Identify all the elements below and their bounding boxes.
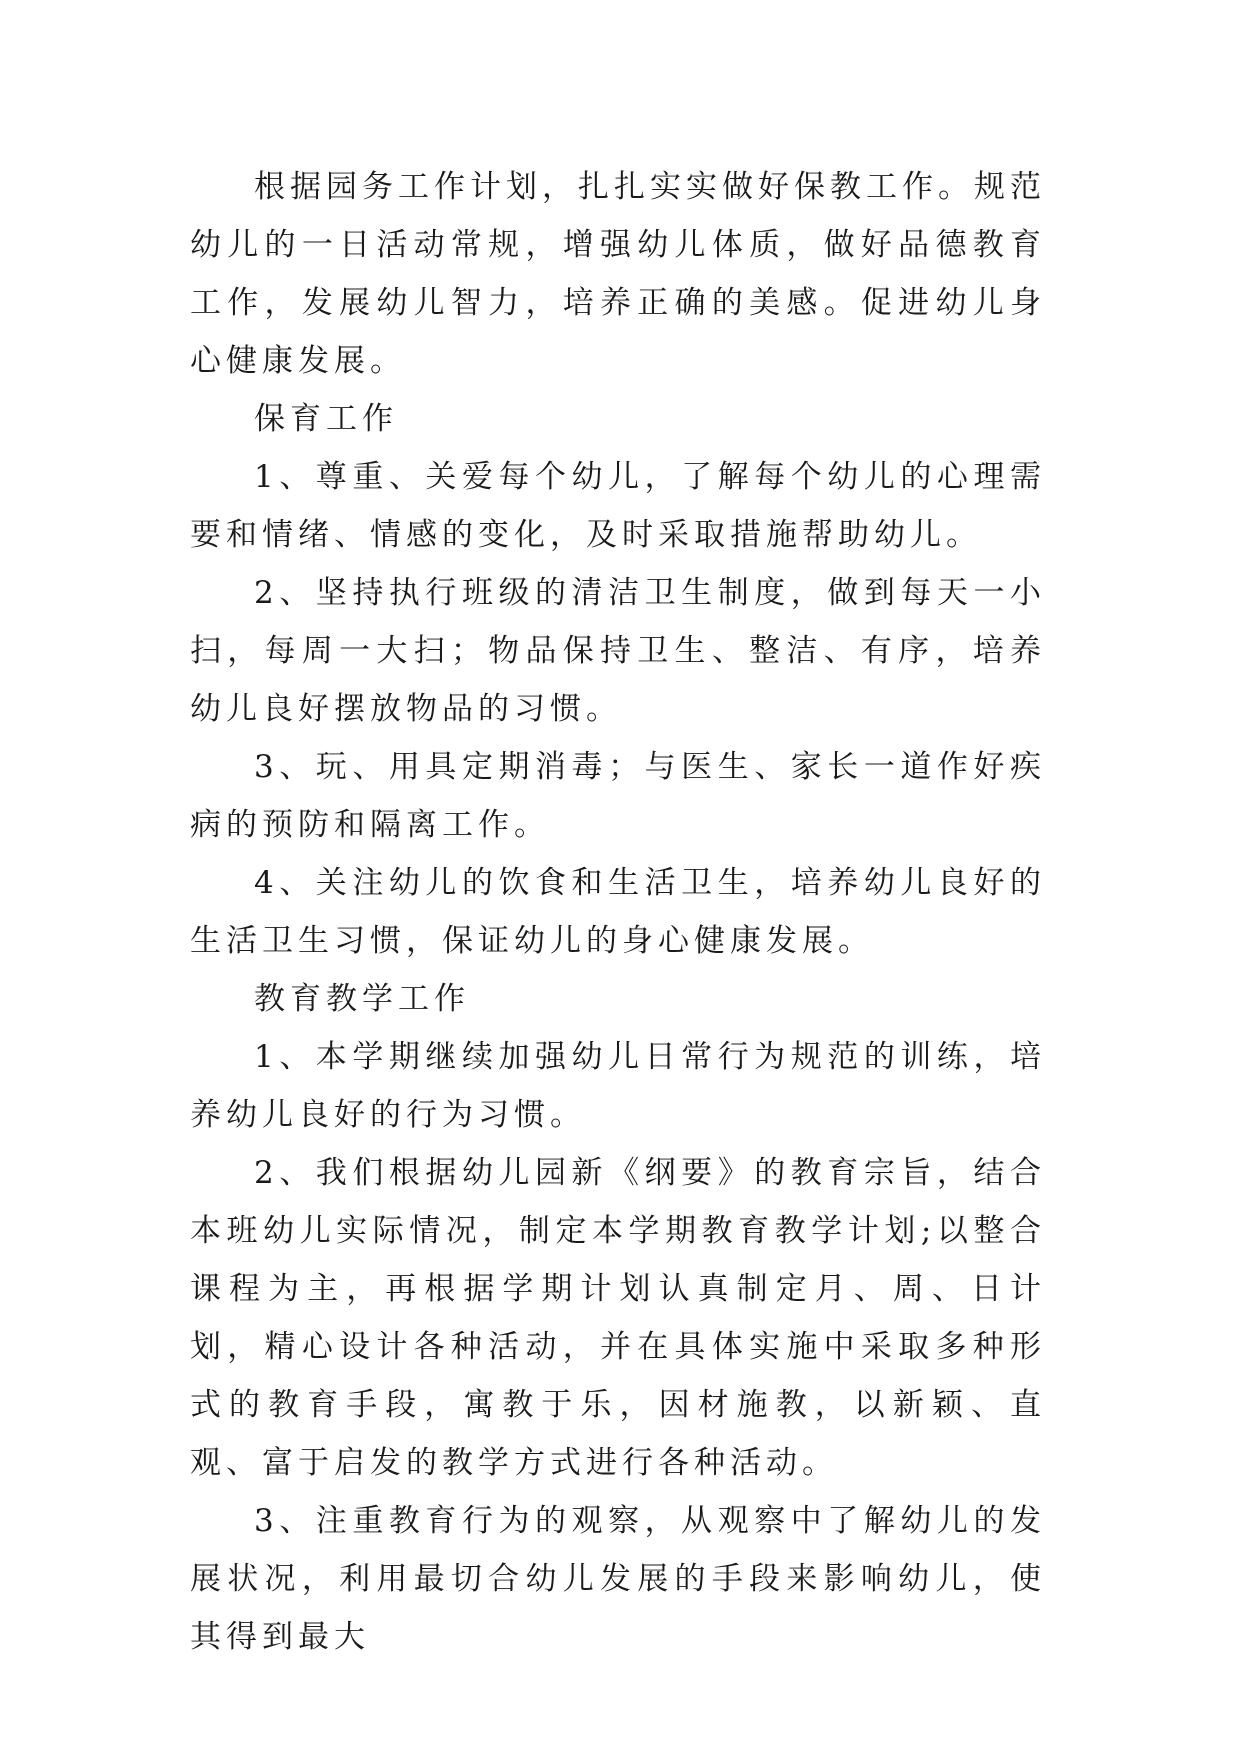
heading-nursing-work: 保育工作	[254, 401, 398, 437]
heading-teaching-work: 教育教学工作	[254, 981, 470, 1017]
paragraph-nursing-4: 4、关注幼儿的饮食和生活卫生，培养幼儿良好的生活卫生习惯，保证幼儿的身心健康发展。	[190, 865, 1046, 959]
paragraph-nursing-2: 2、坚持执行班级的清洁卫生制度，做到每天一小扫，每周一大扫；物品保持卫生、整洁、有序，培养幼儿良好摆放物品的习惯。	[190, 575, 1046, 727]
paragraph-nursing-1: 1、尊重、关爱每个幼儿，了解每个幼儿的心理需要和情绪、情感的变化，及时采取措施帮助幼儿。	[190, 459, 1046, 553]
paragraph-intro: 根据园务工作计划，扎扎实实做好保教工作。规范幼儿的一日活动常规，增强幼儿体质，做好品德教育工作，发展幼儿智力，培养正确的美感。促进幼儿身心健康发展。	[190, 169, 1046, 379]
paragraph-teaching-3: 3、注重教育行为的观察，从观察中了解幼儿的发展状况，利用最切合幼儿发展的手段来影响幼儿，使其得到最大	[190, 1503, 1046, 1655]
document-body	[190, 158, 1046, 1666]
paragraph-teaching-2: 2、我们根据幼儿园新《纲要》的教育宗旨，结合本班幼儿实际情况，制定本学期教育教学计划;以整合课程为主，再根据学期计划认真制定月、周、日计划，精心设计各种活动，并在具体实施中采取多种形式的教育手段，寓教于乐，因材施教，以新颖、直观、富于启发的教学方式进行各种活动。	[190, 1155, 1046, 1481]
paragraph-nursing-3: 3、玩、用具定期消毒；与医生、家长一道作好疾病的预防和隔离工作。	[190, 749, 1046, 843]
paragraph-teaching-1: 1、本学期继续加强幼儿日常行为规范的训练，培养幼儿良好的行为习惯。	[190, 1039, 1046, 1133]
